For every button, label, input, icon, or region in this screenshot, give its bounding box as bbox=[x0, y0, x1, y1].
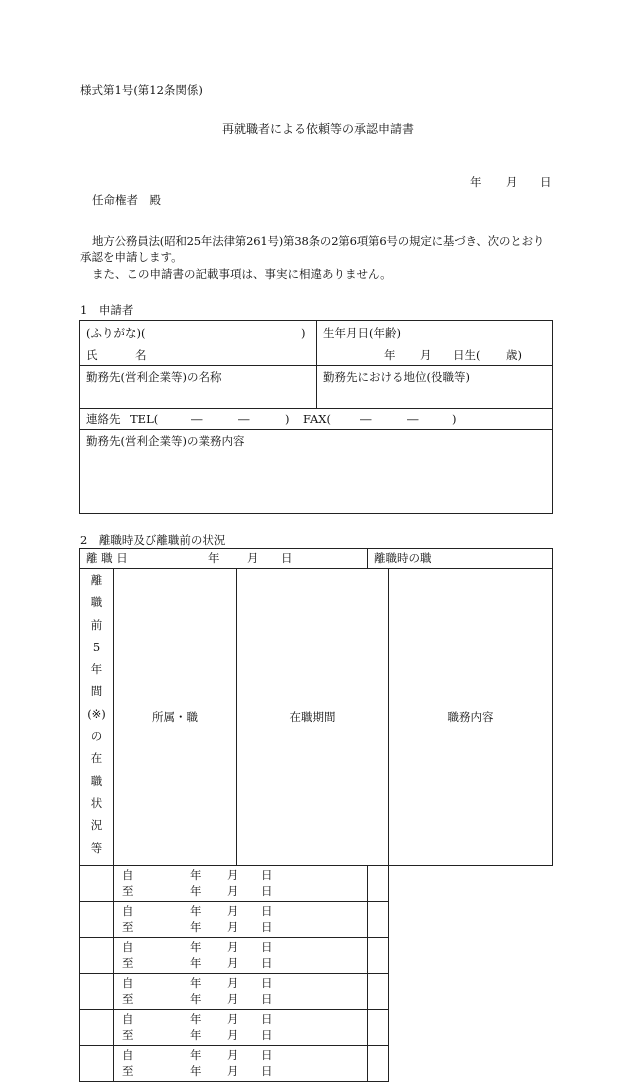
retire-date-label: 離 職 日 bbox=[86, 551, 128, 565]
vertical-label-char: 5 bbox=[92, 639, 101, 654]
period-to-year: 年 bbox=[190, 883, 202, 898]
date-year: 年 bbox=[470, 175, 482, 189]
period-from-day: 日 bbox=[261, 867, 273, 882]
tel-label: TEL( bbox=[130, 412, 159, 426]
period-to-year: 年 bbox=[190, 1063, 202, 1078]
vertical-label-char: 職 bbox=[90, 773, 103, 788]
duties-cell[interactable] bbox=[368, 1045, 389, 1081]
period-to: 至 bbox=[122, 919, 134, 934]
vertical-label-char: 間 bbox=[90, 684, 103, 699]
addressee: 任命権者 殿 bbox=[92, 193, 161, 207]
vertical-label-char: 等 bbox=[90, 840, 103, 855]
period-from-day: 日 bbox=[261, 975, 273, 990]
date-day: 日 bbox=[540, 175, 552, 189]
employer-name-label: 勤務先(営利企業等)の名称 bbox=[86, 370, 222, 384]
retire-date-cell[interactable] bbox=[80, 549, 368, 569]
period-to-month: 月 bbox=[227, 1027, 239, 1042]
body-para2: また、この申請書の記載事項は、事実に相違ありません。 bbox=[92, 267, 392, 281]
birth-day: 日生( bbox=[453, 348, 481, 362]
name-label-1: 氏 bbox=[86, 348, 98, 362]
period-from: 自 bbox=[122, 1011, 134, 1026]
tel-dash-1: ― bbox=[191, 412, 203, 426]
period-from: 自 bbox=[122, 903, 134, 918]
tel-dash-2: ― bbox=[238, 412, 250, 426]
fax-dash-2: ― bbox=[407, 412, 419, 426]
period-to-month: 月 bbox=[227, 955, 239, 970]
career-row bbox=[80, 865, 553, 901]
period-from-year: 年 bbox=[190, 903, 202, 918]
period-to-day: 日 bbox=[261, 919, 273, 934]
furigana-label: (ふりがな)( bbox=[86, 326, 146, 340]
birth-label: 生年月日(年齢) bbox=[323, 326, 401, 340]
period-from-day: 日 bbox=[261, 1011, 273, 1026]
period-from-day: 日 bbox=[261, 903, 273, 918]
employer-name-cell[interactable] bbox=[80, 366, 317, 409]
vertical-label bbox=[80, 569, 113, 865]
duties-cell[interactable] bbox=[368, 865, 389, 901]
retire-day: 日 bbox=[281, 551, 293, 565]
section1-heading: 1 申請者 bbox=[80, 303, 134, 317]
vertical-label-cell bbox=[80, 569, 114, 866]
section2-heading: 2 離職時及び離職前の状況 bbox=[80, 533, 226, 547]
period-to-day: 日 bbox=[261, 1063, 273, 1078]
period-from: 自 bbox=[122, 1047, 134, 1062]
document-title: 再就職者による依頼等の承認申請書 bbox=[222, 122, 415, 136]
period-cell[interactable] bbox=[114, 901, 368, 937]
fax-dash-1: ― bbox=[360, 412, 372, 426]
dept-cell[interactable] bbox=[80, 865, 114, 901]
period-to-year: 年 bbox=[190, 991, 202, 1006]
period-to: 至 bbox=[122, 991, 134, 1006]
period-cell[interactable] bbox=[114, 973, 368, 1009]
period-from: 自 bbox=[122, 939, 134, 954]
period-from-year: 年 bbox=[190, 1011, 202, 1026]
birth-age: 歳) bbox=[506, 348, 522, 362]
vertical-label-char: 前 bbox=[90, 617, 103, 632]
period-from-month: 月 bbox=[227, 975, 239, 990]
period-from-year: 年 bbox=[190, 939, 202, 954]
period-to-year: 年 bbox=[190, 1027, 202, 1042]
period-to-day: 日 bbox=[261, 955, 273, 970]
career-row bbox=[80, 937, 553, 973]
period-to-month: 月 bbox=[227, 991, 239, 1006]
furigana-close: ) bbox=[301, 326, 306, 340]
period-cell[interactable] bbox=[114, 865, 368, 901]
duties-cell[interactable] bbox=[368, 973, 389, 1009]
retire-month: 月 bbox=[247, 551, 259, 565]
period-to-year: 年 bbox=[190, 955, 202, 970]
date-month: 月 bbox=[506, 175, 518, 189]
period-to: 至 bbox=[122, 883, 134, 898]
period-from-month: 月 bbox=[227, 903, 239, 918]
fax-label: FAX( bbox=[303, 412, 331, 426]
body-para1-line2: 承認を申請します。 bbox=[80, 250, 183, 264]
career-table bbox=[79, 548, 553, 1082]
birth-cell[interactable] bbox=[317, 321, 553, 366]
period-from: 自 bbox=[122, 867, 134, 882]
period-to-day: 日 bbox=[261, 1027, 273, 1042]
period-from: 自 bbox=[122, 975, 134, 990]
dept-cell[interactable] bbox=[80, 973, 114, 1009]
duties-cell[interactable] bbox=[368, 937, 389, 973]
period-to-month: 月 bbox=[227, 919, 239, 934]
period-to-month: 月 bbox=[227, 1063, 239, 1078]
period-from-month: 月 bbox=[227, 1011, 239, 1026]
position-cell[interactable] bbox=[317, 366, 553, 409]
business-cell[interactable] bbox=[80, 430, 553, 514]
name-label-2: 名 bbox=[135, 348, 147, 362]
body-para1-line1: 地方公務員法(昭和25年法律第261号)第38条の2第6項第6号の規定に基づき、次のとおり bbox=[92, 234, 545, 248]
dept-cell[interactable] bbox=[80, 1045, 114, 1081]
dept-cell[interactable] bbox=[80, 901, 114, 937]
period-cell[interactable] bbox=[114, 1009, 368, 1045]
period-to-year: 年 bbox=[190, 919, 202, 934]
period-from-day: 日 bbox=[261, 939, 273, 954]
vertical-label-char: 職 bbox=[90, 595, 103, 610]
tel-close: ) bbox=[285, 412, 290, 426]
vertical-label-char: 状 bbox=[90, 795, 103, 810]
vertical-label-char: 年 bbox=[90, 662, 103, 677]
period-from-month: 月 bbox=[227, 867, 239, 882]
career-row bbox=[80, 973, 553, 1009]
period-cell[interactable] bbox=[114, 1045, 368, 1081]
vertical-label-char: 況 bbox=[90, 818, 103, 833]
period-from-day: 日 bbox=[261, 1047, 273, 1062]
position-label: 勤務先における地位(役職等) bbox=[323, 370, 470, 384]
col-dept-header: 所属・職 bbox=[114, 569, 237, 866]
contact-label: 連絡先 bbox=[86, 412, 121, 426]
career-row bbox=[80, 1009, 553, 1045]
vertical-label-char: の bbox=[90, 729, 103, 744]
vertical-label-char: 離 bbox=[90, 573, 103, 587]
duties-cell[interactable] bbox=[368, 901, 389, 937]
period-to: 至 bbox=[122, 1063, 134, 1078]
period-to-month: 月 bbox=[227, 883, 239, 898]
period-to-day: 日 bbox=[261, 991, 273, 1006]
dept-cell[interactable] bbox=[80, 937, 114, 973]
vertical-label-char: 在 bbox=[90, 751, 103, 766]
applicant-table bbox=[79, 320, 553, 514]
form-number: 様式第1号(第12条関係) bbox=[80, 83, 203, 97]
period-from-month: 月 bbox=[227, 1047, 239, 1062]
retire-post-label: 離職時の職 bbox=[374, 551, 432, 565]
fax-close: ) bbox=[452, 412, 457, 426]
period-to-day: 日 bbox=[261, 883, 273, 898]
career-row bbox=[80, 1045, 553, 1081]
dept-cell[interactable] bbox=[80, 1009, 114, 1045]
period-from-year: 年 bbox=[190, 867, 202, 882]
birth-year: 年 bbox=[384, 348, 396, 362]
duties-cell[interactable] bbox=[368, 1009, 389, 1045]
contact-cell[interactable] bbox=[80, 409, 553, 430]
business-label: 勤務先(営利企業等)の業務内容 bbox=[86, 434, 245, 448]
period-cell[interactable] bbox=[114, 937, 368, 973]
period-from-month: 月 bbox=[227, 939, 239, 954]
period-from-year: 年 bbox=[190, 1047, 202, 1062]
birth-month: 月 bbox=[420, 348, 432, 362]
vertical-label-char: (※) bbox=[87, 706, 106, 721]
retire-post-cell[interactable] bbox=[368, 549, 553, 569]
career-row bbox=[80, 901, 553, 937]
period-from-year: 年 bbox=[190, 975, 202, 990]
col-period-header: 在職期間 bbox=[237, 569, 389, 866]
retire-year: 年 bbox=[208, 551, 220, 565]
period-to: 至 bbox=[122, 955, 134, 970]
period-to: 至 bbox=[122, 1027, 134, 1042]
name-cell[interactable] bbox=[80, 321, 317, 366]
col-duties-header: 職務内容 bbox=[389, 569, 553, 866]
